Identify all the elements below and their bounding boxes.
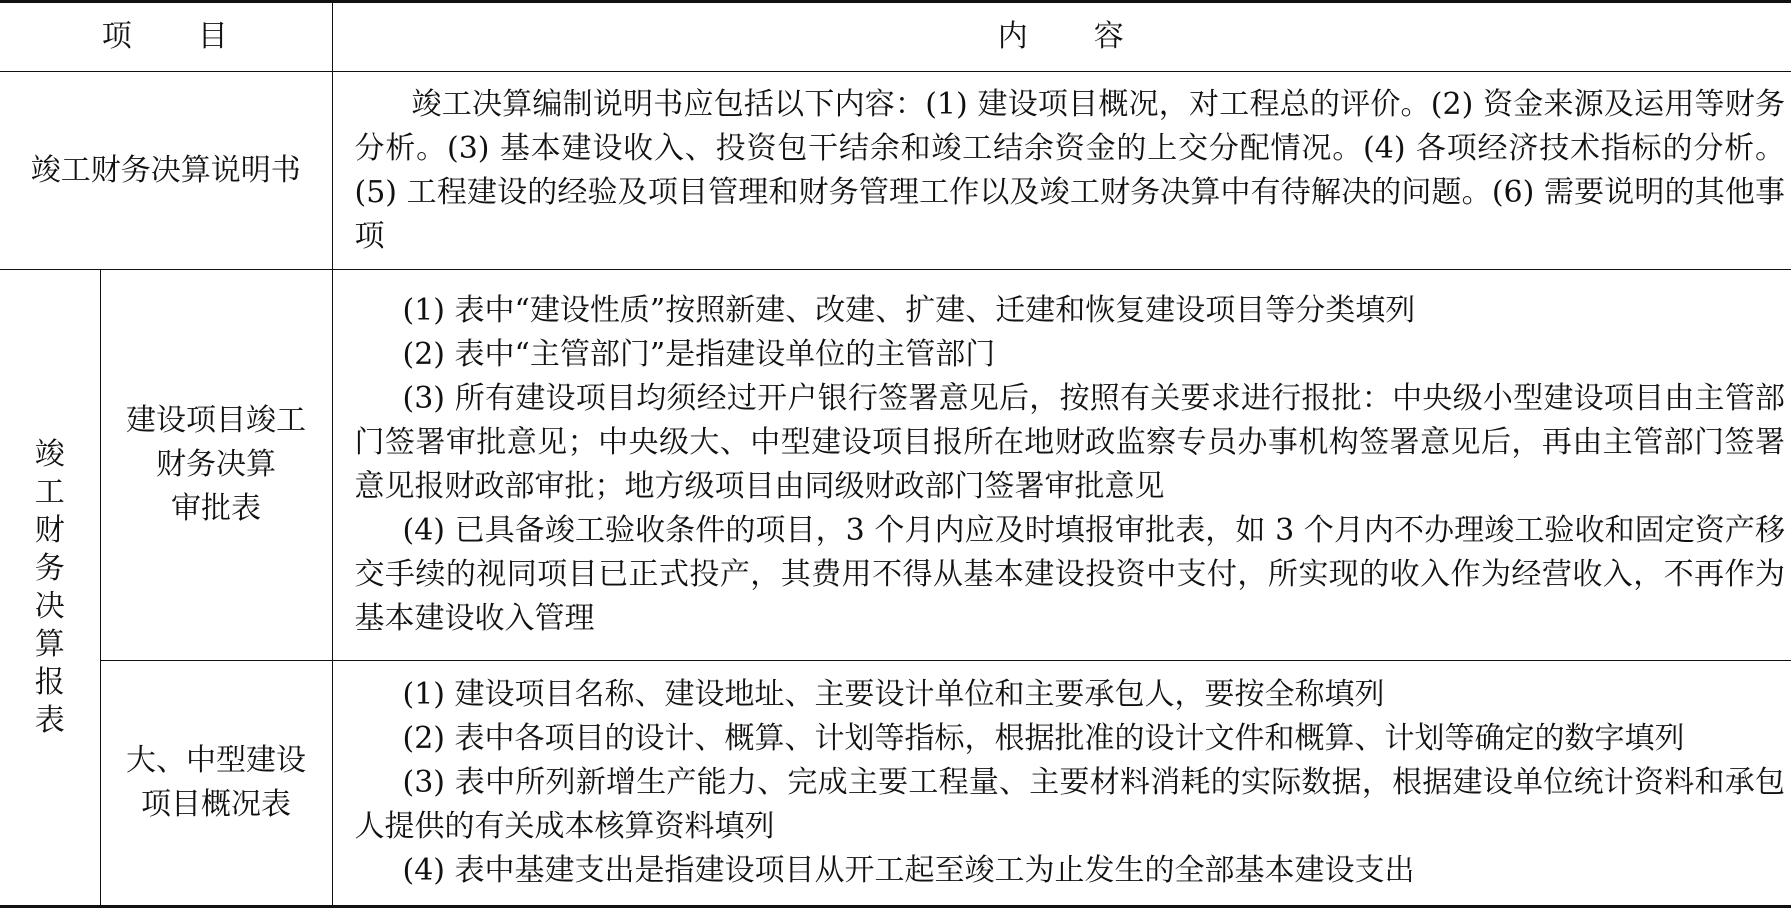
group-label-char: 报	[34, 664, 65, 700]
summary-label-cell	[0, 72, 332, 270]
approval-label-line: 财务决算	[156, 447, 276, 482]
header-item-label: 项 目	[101, 19, 230, 54]
overview-item: (1) 建设项目名称、建设地址、主要设计单位和主要承包人，要按全称填列	[402, 677, 1385, 712]
overview-item: (2) 表中各项目的设计、概算、计划等指标，根据批准的设计文件和概算、计划等确定的数字填列	[402, 721, 1685, 756]
approval-item: (3) 所有建设项目均须经过开户银行签署意见后，按照有关要求进行报批：中央级小型建设项目由主管部门签署审批意见；中央级大、中型建设项目报所在地财政监察专员办事机构签署意见后，再由主管部门签署意见报财政部审批；地方级项目由同级财政部门签署审批意见	[354, 381, 1785, 504]
approval-item: (2) 表中“主管部门”是指建设单位的主管部门	[402, 337, 996, 372]
approval-content-cell	[332, 270, 1791, 661]
group-label-char: 表	[34, 702, 65, 738]
approval-label-cell	[100, 270, 332, 661]
group-label-char: 财	[34, 512, 65, 548]
group-label-char: 务	[34, 550, 65, 586]
approval-item: (1) 表中“建设性质”按照新建、改建、扩建、迁建和恢复建设项目等分类填列	[402, 293, 1416, 328]
summary-content: 竣工决算编制说明书应包括以下内容：(1) 建设项目概况，对工程总的评价。(2) 资金来源及运用等财务分析。(3) 基本建设收入、投资包干结余和竣工结余资金的上交分配情况。(4) 各项经济技术指标的分析。(5) 工程建设的经验及项目管理和财务管理工作以及竣工财务决算中有待解决的问题。(6) 需要说明的其他事项	[354, 86, 1785, 254]
header-content-label: 内 容	[997, 19, 1126, 54]
table-row-summary	[0, 72, 1791, 270]
overview-item: (4) 表中基建支出是指建设项目从开工起至竣工为止发生的全部基本建设支出	[402, 853, 1415, 888]
group-label-char: 竣	[34, 436, 65, 472]
approval-label-line: 建设项目竣工	[126, 403, 306, 438]
approval-item: (4) 已具备竣工验收条件的项目，3 个月内应及时填报审批表，如 3 个月内不办理竣工验收和固定资产移交手续的视同项目已正式投产，其费用不得从基本建设投资中支付，所实现的收入作为经营收入，不再作为基本建设收入管理	[354, 513, 1785, 636]
group-label-cell	[0, 270, 100, 907]
header-content-cell	[332, 2, 1791, 72]
table-row-approval	[0, 270, 1791, 661]
group-label-char: 决	[34, 588, 65, 624]
header-item-cell	[0, 2, 332, 72]
overview-content-cell	[332, 661, 1791, 907]
overview-label-cell	[100, 661, 332, 907]
group-label-char: 算	[34, 626, 65, 662]
approval-label-line: 审批表	[171, 491, 261, 526]
overview-label-line: 项目概况表	[141, 787, 291, 822]
summary-label: 竣工财务决算说明书	[30, 152, 301, 188]
summary-content-cell	[332, 72, 1791, 270]
table-header-row	[0, 2, 1791, 72]
overview-item: (3) 表中所列新增生产能力、完成主要工程量、主要材料消耗的实际数据，根据建设单位统计资料和承包人提供的有关成本核算资料填列	[354, 765, 1785, 844]
table-row-overview	[0, 661, 1791, 907]
group-label-char: 工	[34, 474, 65, 510]
overview-label-line: 大、中型建设	[126, 743, 306, 778]
